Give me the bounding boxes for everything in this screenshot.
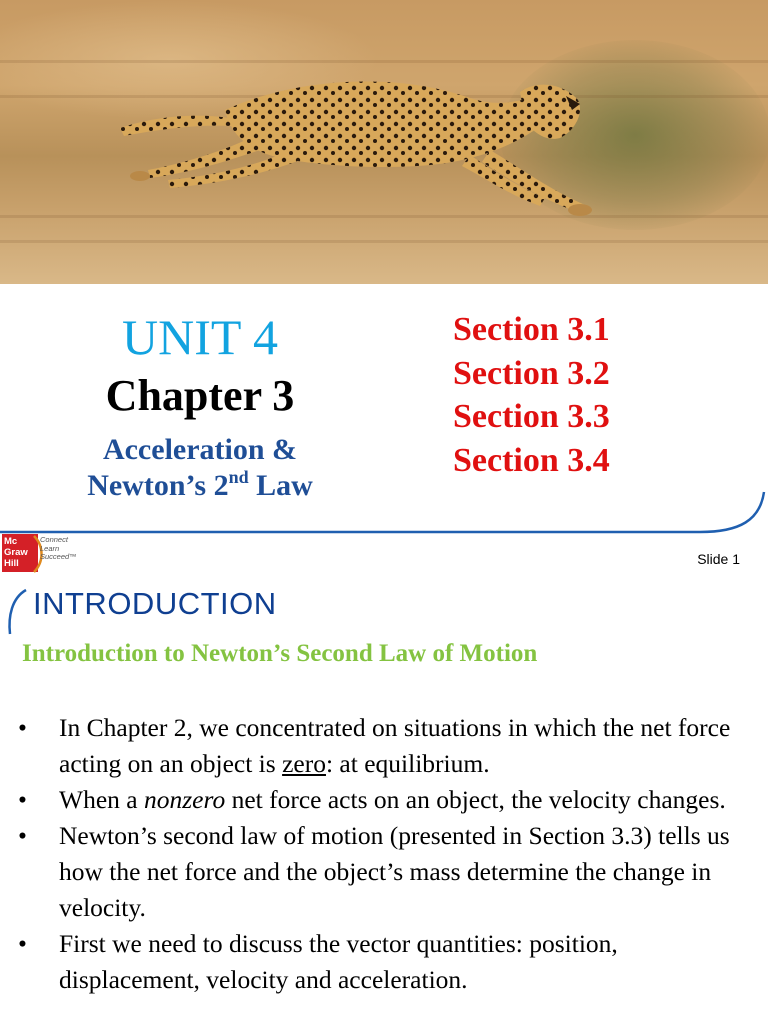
bullet-text: In Chapter 2, we concentrated on situations in which the net force acting on an object is [59, 713, 731, 778]
list-item [18, 782, 758, 818]
introduction-slide [0, 576, 768, 1024]
subtitle-superscript: nd [228, 467, 249, 487]
slide-subtitle: Introduction to Newton’s Second Law of Motion [22, 640, 538, 667]
bullet-icon: • [18, 785, 27, 814]
list-item [18, 710, 758, 782]
bullet-text: Newton’s second law of motion (presented in Section 3.3) tells us how the net force and the object’s mass determine the change in velocity. [59, 821, 730, 922]
bullet-underlined-text: zero [282, 749, 326, 778]
subtitle-line-1: Acceleration & [102, 433, 298, 466]
section-list [453, 308, 610, 482]
section-item: Section 3.3 [453, 398, 610, 435]
bullet-text-end: : at equilibrium. [325, 749, 490, 778]
logo-text-hill: Hill [4, 558, 19, 569]
list-item [18, 926, 758, 998]
bullet-list [18, 710, 758, 998]
subtitle-line-2-main: Newton’s 2 [87, 469, 229, 502]
title-arc-icon [2, 586, 32, 636]
chapter-heading: Chapter 3 [105, 371, 295, 420]
section-item: Section 3.2 [453, 354, 610, 392]
tagline-learn: Learn [40, 543, 60, 553]
section-item: Section 3.1 [453, 311, 610, 348]
logo-tagline [40, 536, 77, 562]
bullet-italic-text: nonzero [143, 785, 226, 814]
bullet-text: When a [59, 785, 144, 814]
slide-title: INTRODUCTION [33, 586, 277, 621]
slide-number: Slide 1 [697, 551, 740, 567]
bullet-icon: • [18, 929, 27, 958]
cheetah-photo [0, 0, 768, 284]
cheetah-icon [0, 0, 768, 284]
swoosh-divider [0, 480, 768, 540]
bullet-icon: • [18, 713, 27, 742]
bullet-text: First we need to discuss the vector quantities: position, displacement, velocity and acceleration. [59, 929, 618, 994]
unit-heading: UNIT 4 [121, 309, 278, 365]
list-item [18, 818, 758, 926]
tagline-succeed: Succeed™ [40, 552, 77, 561]
section-item: Section 3.4 [453, 441, 610, 479]
tagline-connect: Connect [40, 535, 68, 544]
bullet-icon: • [18, 821, 27, 850]
bullet-text-end: net force acts on an object, the velocity changes. [225, 785, 726, 814]
subtitle-line-2-end: Law [248, 469, 313, 502]
logo-text-mc: Mc [4, 536, 18, 547]
logo-text-graw: Graw [4, 547, 28, 558]
